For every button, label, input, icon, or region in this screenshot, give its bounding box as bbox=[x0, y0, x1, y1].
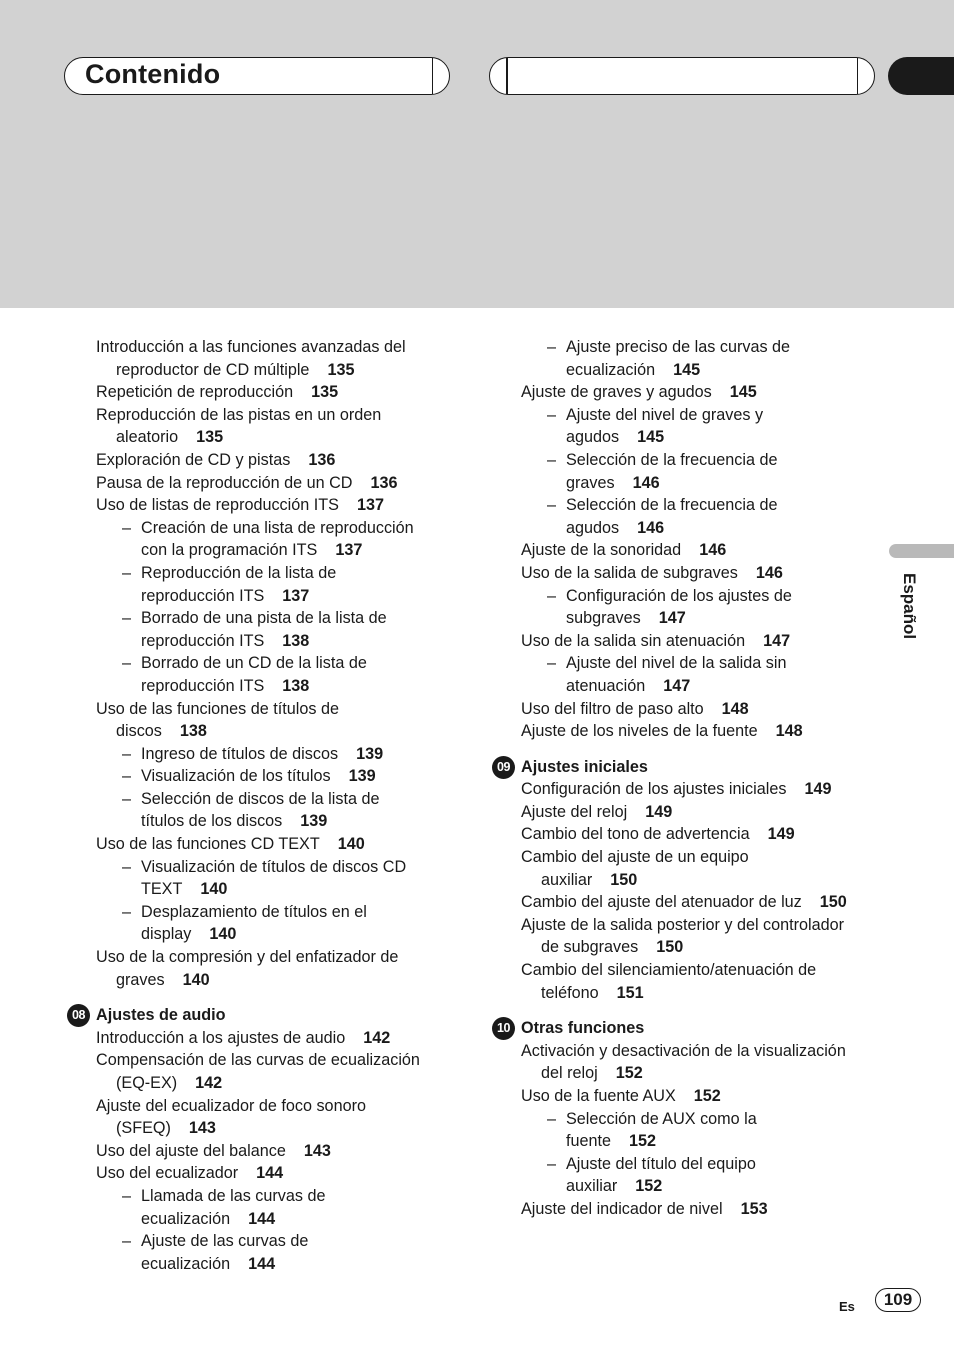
toc-subentry: – Ajuste del título del equipo auxiliar 152 bbox=[547, 1154, 756, 1196]
section-number-badge: 10 bbox=[492, 1017, 515, 1040]
toc-entry bbox=[521, 1085, 901, 1108]
entry-text: Reproducción de las pistas en un orden bbox=[96, 405, 382, 424]
entry-text: reproducción ITS bbox=[141, 586, 265, 605]
entry-page-number: 150 bbox=[610, 870, 638, 889]
entry-text: Visualización de los títulos bbox=[141, 767, 331, 786]
entry-text: Selección de la frecuencia de bbox=[566, 450, 778, 469]
language-label: Español bbox=[900, 573, 919, 640]
toc-subentry: – Selección de la frecuencia de graves 146 bbox=[547, 450, 778, 492]
entry-text: Ajuste preciso de las curvas de bbox=[566, 338, 791, 356]
entry-text: Ajuste del ecualizador de foco sonoro bbox=[96, 1096, 366, 1115]
entry-page-number: 149 bbox=[804, 780, 832, 799]
toc-subentry: – Reproducción de la lista de reproducción ITS 137 bbox=[122, 563, 337, 605]
entry-page-number: 135 bbox=[327, 360, 355, 379]
entry-text: ecualización bbox=[141, 1254, 231, 1273]
entry-page-number: 142 bbox=[195, 1074, 223, 1092]
toc-entry bbox=[96, 1049, 476, 1094]
section-number-badge: 09 bbox=[492, 756, 515, 779]
entry-text: Introducción a los ajustes de audio bbox=[96, 1028, 346, 1047]
entry-text: subgraves bbox=[566, 609, 641, 628]
entry-page-number: 147 bbox=[763, 631, 791, 650]
toc-right-column bbox=[497, 336, 901, 1221]
toc-subentry: – Selección de AUX como la fuente 152 bbox=[547, 1109, 757, 1151]
entry-text: auxiliar bbox=[541, 870, 593, 889]
entry-page-number: 144 bbox=[248, 1209, 276, 1228]
toc-entry bbox=[96, 1140, 476, 1163]
entry-text: reproductor de CD múltiple bbox=[116, 360, 310, 379]
entry-text: con la programación ITS bbox=[141, 541, 318, 560]
entry-page-number: 138 bbox=[282, 631, 310, 650]
entry-page-number: 138 bbox=[179, 722, 207, 741]
entry-text: Uso de las funciones CD TEXT bbox=[96, 835, 320, 854]
entry-page-number: 140 bbox=[200, 880, 228, 899]
entry-page-number: 142 bbox=[363, 1028, 391, 1047]
entry-page-number: 135 bbox=[311, 383, 339, 402]
language-tab bbox=[889, 544, 954, 558]
entry-text: Introducción a las funciones avanzadas del bbox=[96, 338, 406, 356]
entry-page-number: 150 bbox=[819, 893, 847, 912]
toc-entry bbox=[521, 823, 901, 846]
entry-text: (SFEQ) bbox=[116, 1119, 171, 1138]
entry-text: Cambio del silenciamiento/atenuación de bbox=[521, 961, 817, 980]
entry-text: Ajuste del nivel de la salida sin bbox=[566, 654, 787, 673]
page-title: Contenido bbox=[85, 59, 221, 89]
section-heading bbox=[72, 1004, 476, 1027]
entry-text: aleatorio bbox=[116, 428, 179, 447]
entry-text: (EQ-EX) bbox=[116, 1074, 178, 1092]
blank-header-box bbox=[489, 57, 875, 95]
toc-entry bbox=[521, 891, 901, 914]
entry-text: Borrado de un CD de la lista de bbox=[141, 654, 367, 673]
entry-text: Uso de la compresión y del enfatizador de bbox=[96, 948, 399, 967]
entry-text: display bbox=[141, 925, 192, 944]
entry-page-number: 140 bbox=[337, 835, 365, 854]
section-number-badge: 08 bbox=[67, 1004, 90, 1027]
title-box bbox=[64, 57, 450, 95]
entry-text: ecualización bbox=[141, 1209, 231, 1228]
entry-text: Ajuste del nivel de graves y bbox=[566, 405, 764, 424]
toc-entry bbox=[521, 381, 901, 404]
entry-text: Ingreso de títulos de discos bbox=[141, 744, 339, 763]
entry-text: Ajuste del indicador de nivel bbox=[521, 1199, 723, 1218]
entry-page-number: 139 bbox=[300, 812, 328, 831]
entry-page-number: 136 bbox=[308, 450, 336, 469]
entry-page-number: 144 bbox=[248, 1254, 276, 1273]
entry-text: fuente bbox=[566, 1132, 612, 1151]
entry-page-number: 144 bbox=[256, 1164, 284, 1183]
entry-text: auxiliar bbox=[566, 1177, 618, 1196]
toc-entry bbox=[521, 1040, 901, 1085]
toc-entry bbox=[521, 778, 901, 801]
entry-page-number: 140 bbox=[209, 925, 237, 944]
entry-page-number: 140 bbox=[182, 970, 210, 989]
entry-text: Cambio del ajuste del atenuador de luz bbox=[521, 893, 802, 912]
entry-page-number: 138 bbox=[282, 676, 310, 695]
entry-text: Ajuste de las curvas de bbox=[141, 1232, 309, 1251]
entry-text: Selección de discos de la lista de bbox=[141, 789, 380, 808]
entry-text: Configuración de los ajustes iniciales bbox=[521, 780, 787, 799]
entry-text: Exploración de CD y pistas bbox=[96, 450, 291, 469]
entry-text: Uso de la fuente AUX bbox=[521, 1087, 676, 1105]
entry-page-number: 145 bbox=[729, 383, 757, 402]
toc-entry bbox=[521, 562, 901, 585]
entry-page-number: 150 bbox=[656, 938, 684, 957]
entry-text: Activación y desactivación de la visualización bbox=[521, 1041, 846, 1060]
toc-subentry: – Ingreso de títulos de discos 139 bbox=[122, 744, 384, 763]
entry-text: TEXT bbox=[141, 880, 183, 899]
toc-subentry: – Ajuste del nivel de la salida sin atenuación 147 bbox=[547, 654, 787, 695]
entry-text: Selección de AUX como la bbox=[566, 1109, 757, 1128]
entry-text: Ajuste del título del equipo bbox=[566, 1154, 756, 1173]
toc-entry bbox=[96, 946, 476, 991]
toc-left-column bbox=[72, 336, 476, 1275]
toc-entry bbox=[521, 801, 901, 824]
entry-text: Creación de una lista de reproducción bbox=[141, 518, 414, 537]
toc-subentry: – Llamada de las curvas de ecualización 144 bbox=[122, 1186, 326, 1228]
entry-page-number: 139 bbox=[348, 767, 376, 786]
section-title: Otras funciones bbox=[521, 1019, 645, 1038]
entry-text: Visualización de títulos de discos CD bbox=[141, 857, 407, 876]
toc-entry bbox=[521, 914, 901, 959]
toc-entry bbox=[96, 494, 476, 517]
section-title: Ajustes de audio bbox=[96, 1006, 226, 1025]
toc-entry bbox=[96, 381, 476, 404]
entry-text: Uso de la salida sin atenuación bbox=[521, 631, 746, 650]
entry-page-number: 137 bbox=[335, 541, 363, 560]
toc-entry bbox=[521, 630, 901, 653]
toc-subentry: – Borrado de un CD de la lista de reproducción ITS 138 bbox=[122, 654, 367, 695]
entry-text: Pausa de la reproducción de un CD bbox=[96, 473, 353, 492]
entry-text: ecualización bbox=[566, 360, 656, 379]
toc-subentry: – Selección de la frecuencia de agudos 146 bbox=[547, 496, 778, 537]
language-label-wrap bbox=[891, 573, 921, 663]
entry-text: Borrado de una pista de la lista de bbox=[141, 609, 387, 628]
entry-text: reproducción ITS bbox=[141, 631, 265, 650]
entry-text: teléfono bbox=[541, 983, 599, 1002]
entry-text: Compensación de las curvas de ecualización bbox=[96, 1051, 420, 1070]
entry-page-number: 146 bbox=[755, 563, 783, 582]
toc-subentry: – Borrado de una pista de la lista de reproducción ITS 138 bbox=[122, 609, 387, 650]
entry-page-number: 148 bbox=[775, 722, 803, 741]
entry-text: Repetición de reproducción bbox=[96, 383, 294, 402]
toc-entry bbox=[96, 1027, 476, 1050]
entry-text: graves bbox=[566, 473, 615, 492]
header-band bbox=[0, 0, 954, 308]
toc-subentry: – Visualización de los títulos 139 bbox=[122, 767, 376, 786]
entry-page-number: 152 bbox=[693, 1087, 721, 1105]
toc-entry bbox=[521, 959, 901, 1004]
toc-entry bbox=[521, 698, 901, 721]
toc-subentry: – Visualización de títulos de discos CD TEXT 140 bbox=[122, 857, 407, 899]
page-number: 109 bbox=[875, 1288, 921, 1312]
entry-page-number: 137 bbox=[356, 496, 384, 515]
entry-text: del reloj bbox=[541, 1064, 598, 1083]
entry-page-number: 148 bbox=[721, 699, 749, 718]
entry-page-number: 136 bbox=[370, 473, 398, 492]
toc-subentry: – Selección de discos de la lista de títulos de los discos 139 bbox=[122, 789, 380, 831]
entry-page-number: 145 bbox=[637, 428, 665, 447]
entry-page-number: 146 bbox=[699, 541, 727, 560]
entry-text: Selección de la frecuencia de bbox=[566, 496, 778, 515]
entry-text: Configuración de los ajustes de bbox=[566, 586, 792, 605]
entry-page-number: 143 bbox=[188, 1119, 216, 1138]
toc-entry bbox=[96, 449, 476, 472]
toc-entry bbox=[96, 336, 476, 381]
entry-text: Cambio del ajuste de un equipo bbox=[521, 848, 749, 867]
entry-text: Llamada de las curvas de bbox=[141, 1186, 326, 1205]
toc-entry bbox=[96, 833, 476, 856]
section-heading bbox=[497, 756, 901, 779]
entry-page-number: 153 bbox=[740, 1199, 768, 1218]
toc-subentry: – Creación de una lista de reproducción con la programación ITS 137 bbox=[122, 518, 414, 560]
entry-page-number: 149 bbox=[645, 802, 673, 821]
toc-entry bbox=[96, 1095, 476, 1140]
entry-page-number: 151 bbox=[616, 983, 644, 1002]
toc-subentry: – Desplazamiento de títulos en el display 140 bbox=[122, 902, 367, 944]
entry-text: atenuación bbox=[566, 676, 646, 695]
section-tab bbox=[888, 57, 954, 95]
entry-text: reproducción ITS bbox=[141, 676, 265, 695]
entry-text: Uso de las funciones de títulos de bbox=[96, 699, 339, 718]
toc-subentry: – Ajuste preciso de las curvas de ecualización 145 bbox=[547, 338, 791, 379]
toc-entry bbox=[96, 404, 476, 449]
entry-text: Ajuste de la salida posterior y del controlador bbox=[521, 915, 845, 934]
entry-text: Ajuste del reloj bbox=[521, 802, 628, 821]
toc-entry bbox=[521, 720, 901, 743]
entry-page-number: 135 bbox=[196, 428, 224, 447]
entry-text: agudos bbox=[566, 518, 620, 537]
toc-entry bbox=[521, 539, 901, 562]
toc-entry bbox=[96, 1162, 476, 1185]
entry-page-number: 145 bbox=[673, 360, 701, 379]
entry-text: graves bbox=[116, 970, 165, 989]
toc-subentry: – Configuración de los ajustes de subgraves 147 bbox=[547, 586, 792, 628]
entry-page-number: 147 bbox=[663, 676, 691, 695]
entry-text: de subgraves bbox=[541, 938, 639, 957]
entry-text: Desplazamiento de títulos en el bbox=[141, 902, 367, 921]
footer-lang-code: Es bbox=[839, 1299, 855, 1314]
entry-text: títulos de los discos bbox=[141, 812, 283, 831]
entry-text: discos bbox=[116, 722, 162, 741]
entry-page-number: 146 bbox=[632, 473, 660, 492]
toc-entry bbox=[521, 1198, 901, 1221]
entry-text: Uso del filtro de paso alto bbox=[521, 699, 704, 718]
entry-text: Uso del ecualizador bbox=[96, 1164, 239, 1183]
toc-entry bbox=[96, 698, 476, 743]
entry-text: Cambio del tono de advertencia bbox=[521, 825, 750, 844]
toc-subentry: – Ajuste de las curvas de ecualización 144 bbox=[122, 1232, 309, 1273]
entry-page-number: 152 bbox=[635, 1177, 663, 1196]
entry-text: Uso de la salida de subgraves bbox=[521, 563, 738, 582]
entry-page-number: 139 bbox=[356, 744, 384, 763]
toc-entry bbox=[521, 846, 901, 891]
entry-text: Ajuste de graves y agudos bbox=[521, 383, 712, 402]
entry-page-number: 149 bbox=[767, 825, 795, 844]
entry-text: agudos bbox=[566, 428, 620, 447]
toc-entry bbox=[96, 472, 476, 495]
entry-text: Ajuste de la sonoridad bbox=[521, 541, 682, 560]
entry-page-number: 147 bbox=[658, 609, 686, 628]
entry-page-number: 146 bbox=[637, 518, 665, 537]
entry-page-number: 152 bbox=[615, 1064, 643, 1083]
entry-page-number: 143 bbox=[303, 1141, 331, 1160]
entry-text: Uso del ajuste del balance bbox=[96, 1141, 286, 1160]
section-heading bbox=[497, 1017, 901, 1040]
entry-page-number: 152 bbox=[629, 1132, 657, 1151]
entry-text: Reproducción de la lista de bbox=[141, 563, 337, 582]
toc-subentry: – Ajuste del nivel de graves y agudos 145 bbox=[547, 405, 764, 447]
entry-page-number: 137 bbox=[282, 586, 310, 605]
entry-text: Ajuste de los niveles de la fuente bbox=[521, 722, 758, 741]
entry-text: Uso de listas de reproducción ITS bbox=[96, 496, 339, 515]
section-title: Ajustes iniciales bbox=[521, 757, 648, 776]
